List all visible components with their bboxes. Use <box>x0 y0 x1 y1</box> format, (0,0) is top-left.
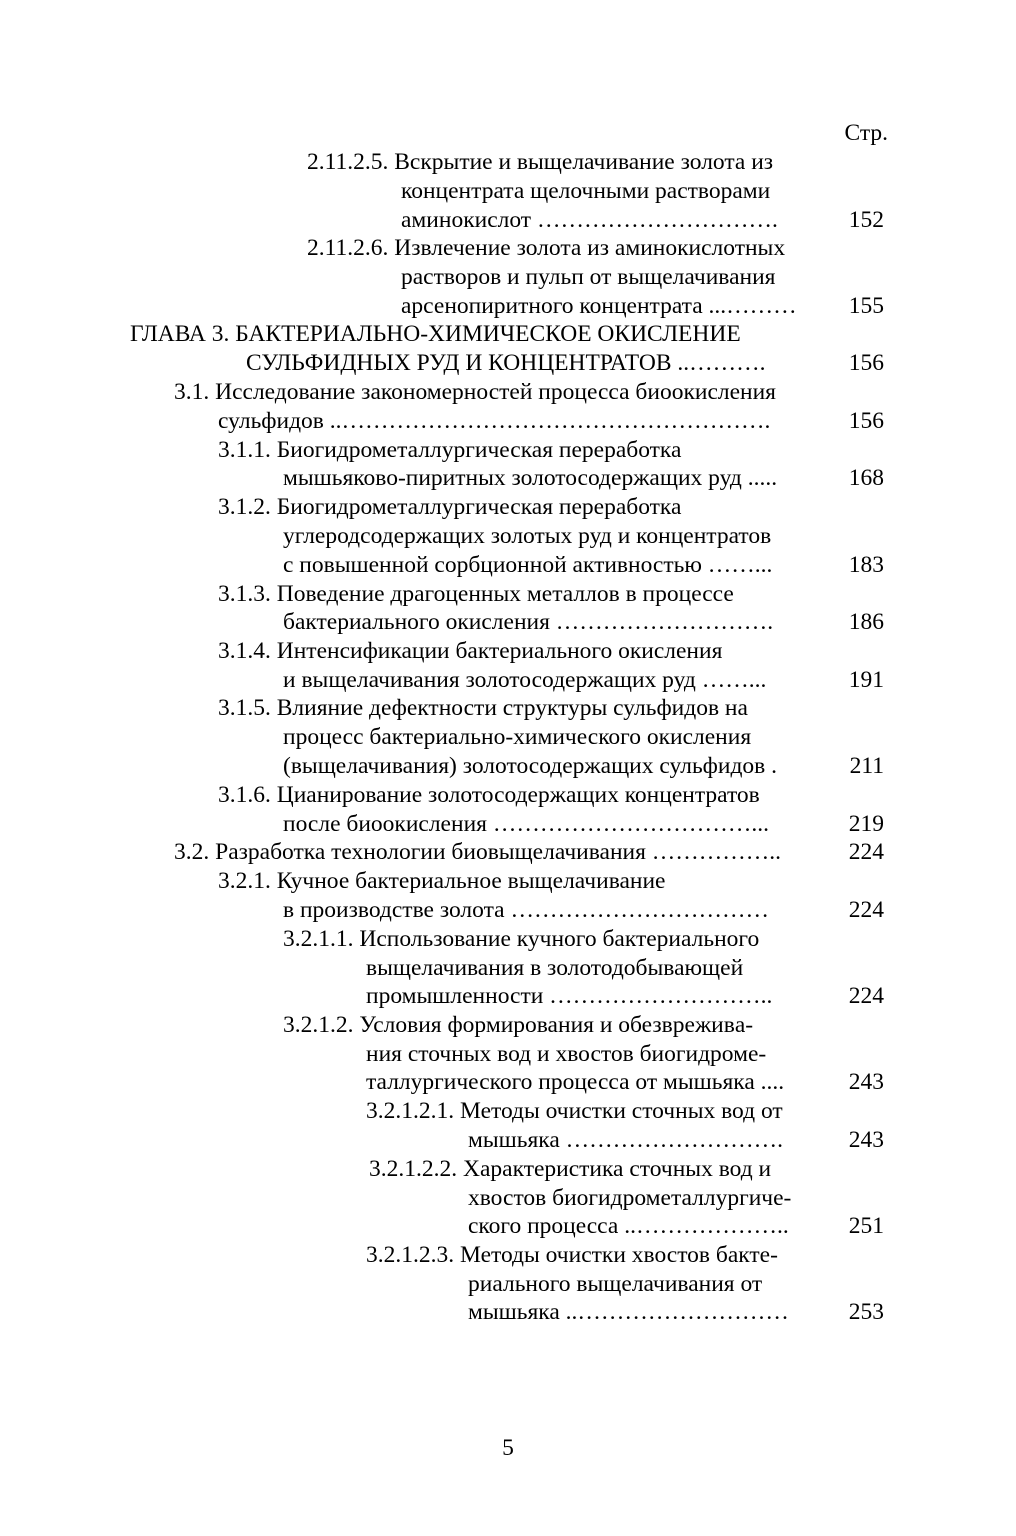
toc-page-number: 191 <box>848 667 884 693</box>
toc-line: 3.1.1. Биогидрометаллургическая переработка <box>218 437 682 463</box>
toc-line: углеродсодержащих золотых руд и концентратов <box>283 523 772 549</box>
toc-page-number: 155 <box>848 293 884 319</box>
toc-page-number: 186 <box>848 609 884 635</box>
toc-page-number: 224 <box>848 897 884 923</box>
page-number-footer: 5 <box>502 1435 514 1461</box>
toc-line: растворов и пульп от выщелачивания <box>401 264 776 290</box>
toc-line: 3.2.1.2.3. Методы очистки хвостов бакте- <box>366 1242 778 1268</box>
toc-line: процесс бактериально-химического окисления <box>283 724 752 750</box>
toc-line: (выщелачивания) золотосодержащих сульфидов . <box>283 753 778 779</box>
toc-line: сульфидов ..………………………………………………. <box>218 408 771 434</box>
toc-line: 3.1.5. Влияние дефектности структуры сульфидов на <box>218 695 748 721</box>
toc-line: хвостов биогидрометаллургиче- <box>468 1185 792 1211</box>
toc-line: арсенопиритного концентрата ...……… <box>401 293 797 319</box>
toc-line: ния сточных вод и хвостов биогидроме- <box>366 1041 767 1067</box>
page-column-header: Стр. <box>844 120 888 146</box>
toc-line: 3.2.1.2.2. Характеристика сточных вод и <box>369 1156 772 1182</box>
toc-line: 3.2.1.2.1. Методы очистки сточных вод от <box>366 1098 783 1124</box>
toc-line: с повышенной сорбционной активностью ……... <box>283 552 773 578</box>
toc-page-number: 183 <box>848 552 884 578</box>
toc-line: 3.2.1.2. Условия формирования и обезвреживa- <box>283 1012 754 1038</box>
toc-line: 2.11.2.6. Извлечение золота из аминокислотных <box>307 235 786 261</box>
toc-page-number: 156 <box>848 408 884 434</box>
toc-line: 3.2.1.1. Использование кучного бактериального <box>283 926 760 952</box>
toc-line: мышьяка ………………………. <box>468 1127 784 1153</box>
toc-line: концентрата щелочными растворами <box>401 178 771 204</box>
toc-page-number: 156 <box>848 350 884 376</box>
toc-page-number: 168 <box>848 465 884 491</box>
toc-line: мышьяково-пиритных золотосодержащих руд ..... <box>283 465 778 491</box>
toc-line: 3.1.4. Интенсификации бактериального окисления <box>218 638 723 664</box>
toc-line: 3.1.2. Биогидрометаллургическая переработка <box>218 494 682 520</box>
toc-page-number: 224 <box>848 983 884 1009</box>
toc-line: ского процесса ..……………….. <box>468 1213 789 1239</box>
toc-page-number: 224 <box>848 839 884 865</box>
toc-line: 3.2.1. Кучное бактериальное выщелачивание <box>218 868 666 894</box>
toc-line: мышьяка ..……………………… <box>468 1299 789 1325</box>
toc-line: риального выщелачивания от <box>468 1271 763 1297</box>
toc-page-number: 243 <box>848 1127 884 1153</box>
toc-line: и выщелачивания золотосодержащих руд ……... <box>283 667 767 693</box>
toc-line: выщелачивания в золотодобывающей <box>366 955 744 981</box>
toc-line: 3.1.3. Поведение драгоценных металлов в процессе <box>218 581 734 607</box>
toc-line: в производстве золота …………………………… <box>283 897 769 923</box>
toc-line: бактериального окисления ………………………. <box>283 609 774 635</box>
toc-line: аминокислот …………………………. <box>401 207 778 233</box>
toc-chapter-line: СУЛЬФИДНЫХ РУД И КОНЦЕНТРАТОВ ..………. <box>246 350 766 376</box>
toc-line: промышленности ……………………….. <box>366 983 773 1009</box>
toc-line: 2.11.2.5. Вскрытие и выщелачивание золота из <box>307 149 774 175</box>
toc-page-number: 251 <box>848 1213 884 1239</box>
toc-page-number: 253 <box>848 1299 884 1325</box>
toc-line: 3.1.6. Цианирование золотосодержащих концентратов <box>218 782 760 808</box>
toc-chapter-line: ГЛАВА 3. БАКТЕРИАЛЬНО-ХИМИЧЕСКОЕ ОКИСЛЕНИЕ <box>130 321 741 347</box>
toc-line: таллургического процесса от мышьяка .... <box>366 1069 785 1095</box>
toc-page-number: 211 <box>849 753 884 779</box>
toc-page-number: 219 <box>848 811 884 837</box>
toc-page-number: 152 <box>848 207 884 233</box>
toc-line: после биоокисления ……………………………... <box>283 811 769 837</box>
toc-page-number: 243 <box>848 1069 884 1095</box>
toc-line: 3.1. Исследование закономерностей процесса биоокисления <box>174 379 776 405</box>
toc-line: 3.2. Разработка технологии биовыщелачивания …………….. <box>174 839 782 865</box>
